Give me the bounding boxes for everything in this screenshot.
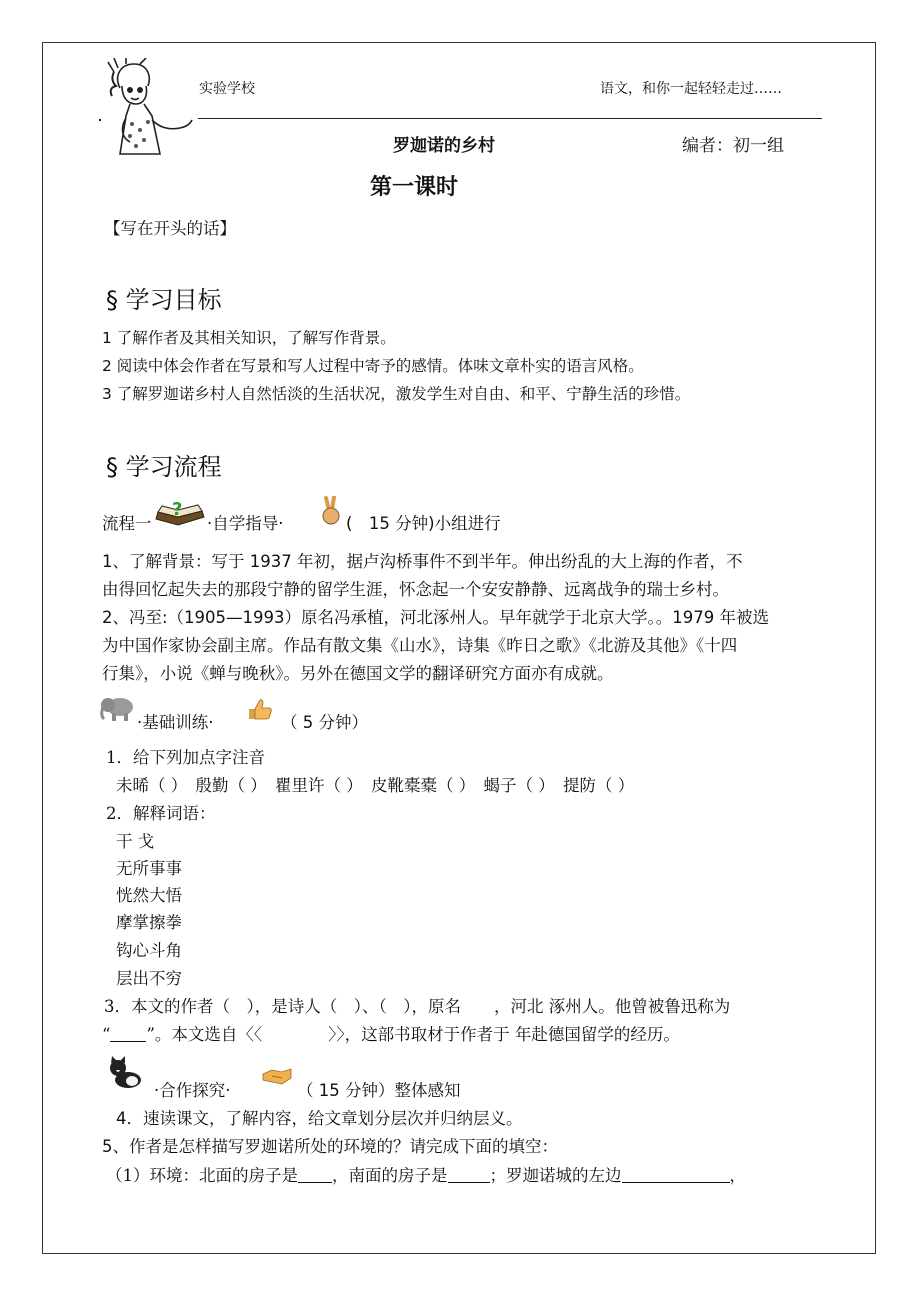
basic-training-time: （ 5 分钟）	[281, 713, 368, 732]
lesson-title: 罗迦诺的乡村	[393, 136, 495, 156]
book-question-icon	[154, 497, 206, 527]
question-3-line2	[102, 1021, 680, 1045]
author-paragraph: 为中国作家协会副主席。作品有散文集《山水》，诗集《昨日之歌》《北游及其他》《十四	[102, 636, 738, 655]
goal-item: 1 了解作者及其相关知识，了解写作背景。	[102, 329, 396, 347]
fill-part: ；罗迦诺城的左边	[489, 1166, 622, 1185]
term-item: 层出不穷	[116, 969, 182, 988]
thumbs-up-icon	[247, 697, 273, 721]
goal-item: 3 了解罗迦诺乡村人自然恬淡的生活状况，激发学生对自由、和平、宁静生活的珍惜。	[102, 385, 691, 403]
opening-words-heading: 【写在开头的话】	[104, 219, 236, 238]
question-4: 4．速读课文，了解内容，给文章划分层次并归纳层义。	[116, 1109, 523, 1128]
cat-icon	[106, 1054, 144, 1090]
svg-text:?: ?	[172, 499, 183, 520]
basic-training-label: ·基础训练·	[137, 713, 214, 732]
background-paragraph: 由得回忆起失去的那段宁静的留学生涯，怀念起一个安安静静、远离战争的瑞士乡村。	[102, 580, 729, 599]
question-3-line1: 3．本文的作者（ ），是诗人（ ）、（ ），原名 ，河北 涿州人。他曾被鲁迅称为	[104, 997, 731, 1016]
background-paragraph: 1、了解背景：写于 1937 年初，据卢沟桥事件不到半年。伸出纷乱的大上海的作者，不	[102, 552, 743, 571]
author-paragraph: 行集》，小说《蝉与晚秋》。另外在德国文学的翻译研究方面亦有成就。	[102, 664, 614, 683]
step1-time: ( 15 分钟)小组进行	[346, 514, 501, 533]
term-item: 恍然大悟	[116, 886, 182, 905]
victory-hand-icon	[318, 496, 344, 526]
quote-open: “	[102, 1025, 111, 1044]
step1-label: ·自学指导·	[207, 514, 284, 533]
fill-part: ，	[729, 1166, 746, 1185]
handshake-icon	[262, 1066, 292, 1088]
cooperation-time: （ 15 分钟）整体感知	[297, 1081, 461, 1100]
girl-mascot-icon	[100, 58, 200, 156]
quote-blank[interactable]	[110, 1025, 146, 1042]
step1-prefix: 流程一	[102, 514, 152, 533]
elephant-icon	[100, 693, 136, 723]
cooperation-label: ·合作探究·	[154, 1081, 231, 1100]
question-5: 5、作者是怎样描写罗迦诺所处的环境的？请完成下面的填空：	[102, 1137, 558, 1156]
goal-item: 2 阅读中体会作者在写景和写人过程中寄予的感情。体味文章朴实的语言风格。	[102, 357, 644, 375]
term-item: 无所事事	[116, 859, 182, 878]
term-item: 钩心斗角	[116, 941, 182, 960]
question-1: 1．给下列加点字注音	[106, 748, 265, 767]
fill-part: （1）环境：北面的房子是	[106, 1166, 298, 1185]
term-item: 摩掌擦拳	[116, 913, 182, 932]
period-title: 第一课时	[370, 175, 459, 200]
left-side-blank[interactable]	[622, 1166, 730, 1183]
south-house-blank[interactable]	[448, 1166, 490, 1183]
header-divider	[198, 118, 822, 119]
editor-label: 编者：初一组	[682, 136, 784, 156]
goals-heading: § 学习目标	[106, 286, 222, 314]
author-paragraph: 2、冯至:（1905—1993）原名冯承植，河北涿州人。早年就学于北京大学。。1979 年被选	[102, 608, 770, 627]
header-tick	[99, 119, 101, 121]
school-name: 实验学校	[199, 81, 255, 97]
slogan: 语文，和你一起轻轻走过……	[600, 81, 782, 97]
question-5-fill	[106, 1162, 746, 1186]
question-2: 2．解释词语：	[106, 804, 216, 823]
north-house-blank[interactable]	[298, 1166, 332, 1183]
question-3-rest: ”。本文选自〈〈 〉〉，这部书取材于作者于 年赴德国留学的经历。	[146, 1025, 680, 1044]
process-heading: § 学习流程	[106, 453, 222, 481]
term-item: 干 戈	[116, 832, 155, 851]
phonetic-items: 未晞（ ） 殷勤（ ） 瞿里许（ ） 皮靴橐橐（ ） 蝎子（ ） 提防（ ）	[116, 776, 635, 795]
fill-part: ，南面的房子是	[332, 1166, 448, 1185]
